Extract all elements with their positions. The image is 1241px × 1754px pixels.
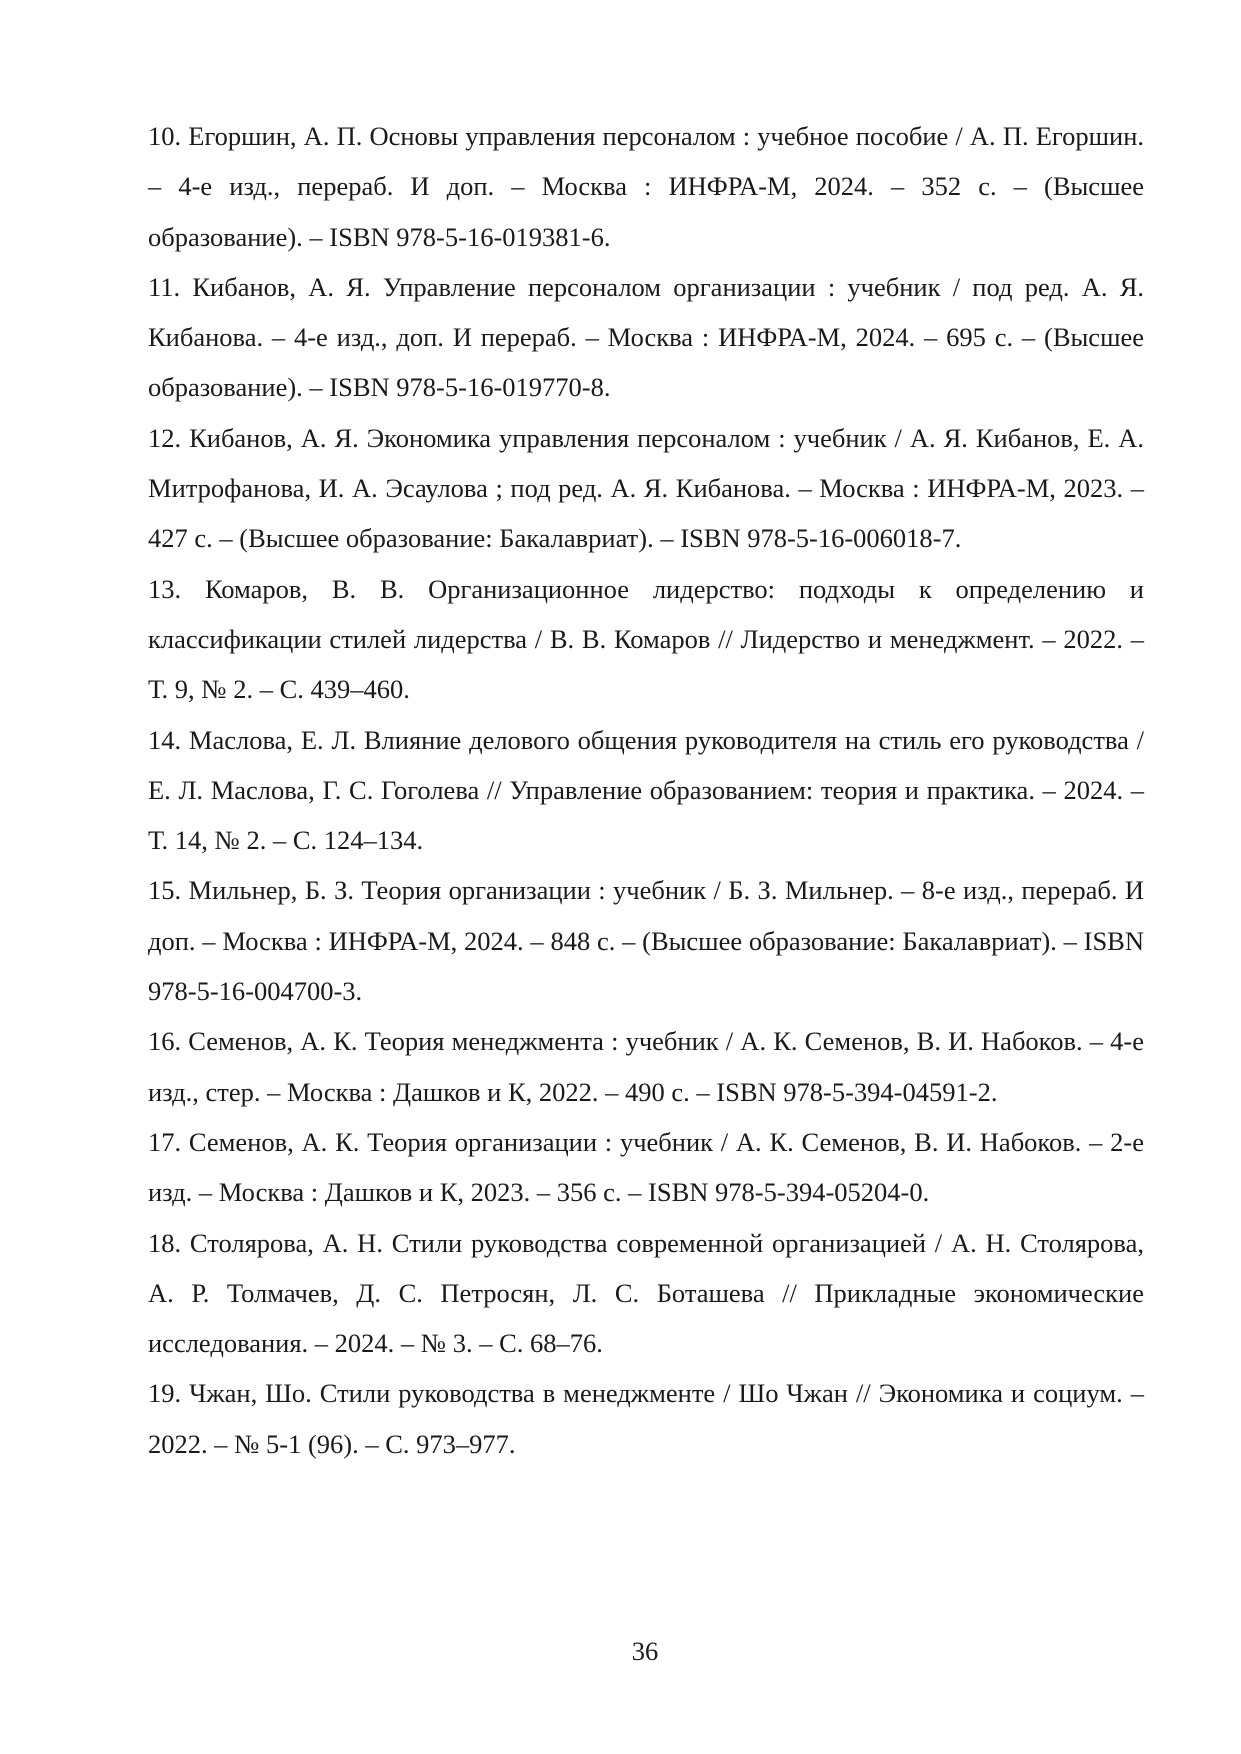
reference-item-15: 15. Мильнер, Б. З. Теория организации : учебник / Б. З. Мильнер. – 8-е изд., перераб. И доп. – Москва : ИНФРА-М, 2024. – 848 с. – (Высшее образование: Бакалавриат). – ISBN 978-5-16-004700-3. <box>148 875 1144 1007</box>
reference-item-17: 17. Семенов, А. К. Теория организации : учебник / А. К. Семенов, В. И. Набоков. – 2-е изд. – Москва : Дашков и К, 2023. – 356 с. – ISBN 978-5-394-05204-0. <box>148 1126 1144 1208</box>
reference-list <box>148 111 1144 1469</box>
reference-item-11: 11. Кибанов, А. Я. Управление персоналом организации : учебник / под ред. А. Я. Кибанова. – 4-е изд., доп. И перераб. – Москва : ИНФРА-М, 2024. – 695 с. – (Высшее образование). – ISBN 978-5-16-019770-8. <box>148 271 1144 403</box>
reference-item-14: 14. Маслова, Е. Л. Влияние делового общения руководителя на стиль его руководства / Е. Л. Маслова, Г. С. Гоголева // Управление образованием: теория и практика. – 2024. – Т. 14, № 2. – С. 124–134. <box>148 724 1144 856</box>
reference-item-18: 18. Столярова, А. Н. Стили руководства современной организацией / А. Н. Столярова, А. Р. Толмачев, Д. С. Петросян, Л. С. Боташева // Прикладные экономические исследования. – 2024. – № 3. – С. 68–76. <box>148 1227 1144 1359</box>
reference-item-12: 12. Кибанов, А. Я. Экономика управления персоналом : учебник / А. Я. Кибанов, Е. А. Митрофанова, И. А. Эсаулова ; под ред. А. Я. Кибанова. – Москва : ИНФРА-М, 2023. – 427 с. – (Высшее образование: Бакалавриат). – ISBN 978-5-16-006018-7. <box>148 422 1144 554</box>
reference-item-16: 16. Семенов, А. К. Теория менеджмента : учебник / А. К. Семенов, В. И. Набоков. – 4-е изд., стер. – Москва : Дашков и К, 2022. – 490 с. – ISBN 978-5-394-04591-2. <box>148 1026 1144 1107</box>
reference-item-13: 13. Комаров, В. В. Организационное лидерство: подходы к определению и классификации стилей лидерства / В. В. Комаров // Лидерство и менеджмент. – 2022. – Т. 9, № 2. – С. 439–460. <box>148 573 1144 705</box>
page-number: 36 <box>631 1636 659 1666</box>
reference-item-19: 19. Чжан, Шо. Стили руководства в менеджменте / Шо Чжан // Экономика и социум. – 2022. – № 5-1 (96). – С. 973–977. <box>148 1378 1144 1459</box>
reference-item-10: 10. Егоршин, А. П. Основы управления персоналом : учебное пособие / А. П. Егоршин. – 4-е изд., перераб. И доп. – Москва : ИНФРА-М, 2024. – 352 с. – (Высшее образование). – ISBN 978-5-16-019381-6. <box>148 121 1144 252</box>
